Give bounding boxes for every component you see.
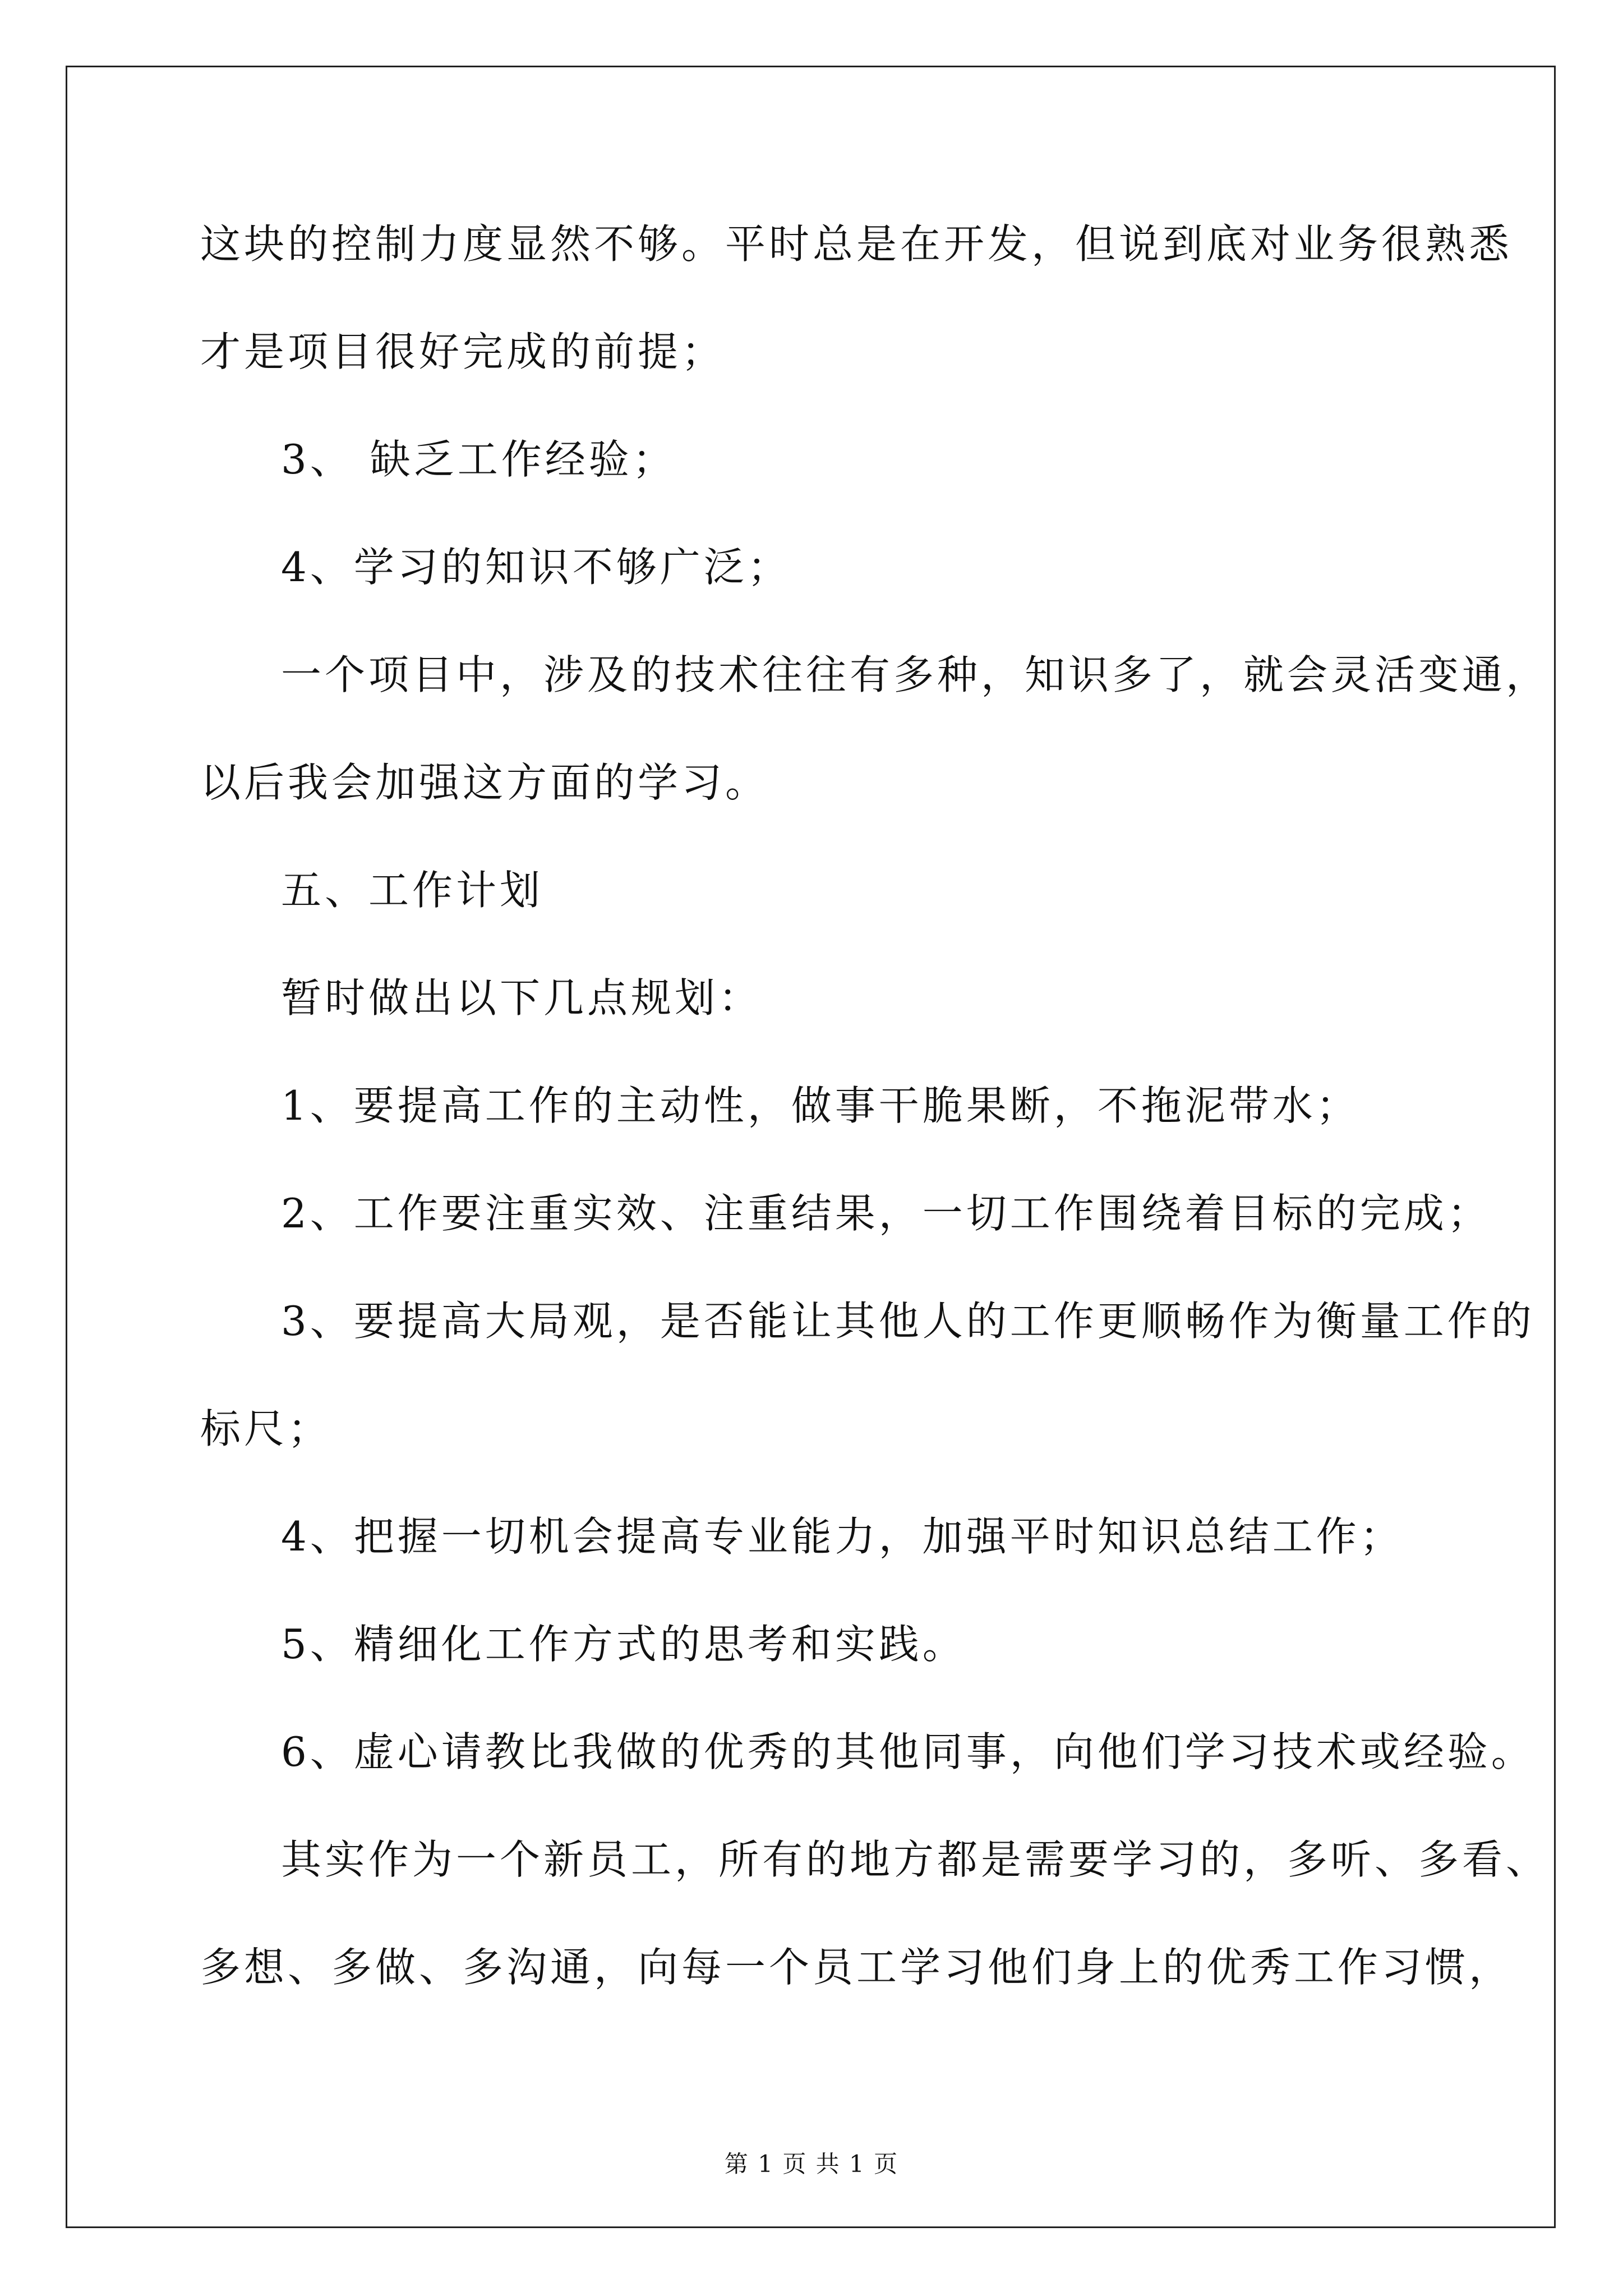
paragraph-line: 暂时做出以下几点规划： xyxy=(281,974,763,1022)
list-item: 4、把握一切机会提高专业能力，加强平时知识总结工作； xyxy=(281,1513,1404,1560)
paragraph-line: 多想、多做、多沟通，向每一个员工学习他们身上的优秀工作习惯， xyxy=(200,1944,1513,1991)
paragraph-line: 才是项目很好完成的前提； xyxy=(200,328,726,375)
list-item: 6、虚心请教比我做的优秀的其他同事，向他们学习技术或经验。 xyxy=(281,1728,1535,1775)
paragraph-line: 这块的控制力度显然不够。平时总是在开发，但说到底对业务很熟悉 xyxy=(200,220,1513,268)
section-heading: 五、工作计划 xyxy=(281,867,544,914)
list-item: 3、 缺乏工作经验； xyxy=(281,436,676,483)
paragraph-line: 以后我会加强这方面的学习。 xyxy=(200,759,769,806)
list-item: 3、要提高大局观，是否能让其他人的工作更顺畅作为衡量工作的 xyxy=(281,1297,1535,1345)
page-border xyxy=(66,66,1556,2228)
paragraph-line: 一个项目中，涉及的技术往往有多种，知识多了，就会灵活变通， xyxy=(281,651,1550,698)
paragraph-line: 其实作为一个新员工，所有的地方都是需要学习的，多听、多看、 xyxy=(281,1836,1550,1883)
list-item-continuation: 标尺； xyxy=(200,1405,332,1452)
page-number-footer: 第 1 页 共 1 页 xyxy=(724,2150,899,2178)
list-item: 5、精细化工作方式的思考和实践。 xyxy=(281,1621,966,1668)
list-item: 4、学习的知识不够广泛； xyxy=(281,544,791,591)
list-item: 1、要提高工作的主动性，做事干脆果断，不拖泥带水； xyxy=(281,1082,1360,1129)
list-item: 2、工作要注重实效、注重结果，一切工作围绕着目标的完成； xyxy=(281,1190,1491,1237)
